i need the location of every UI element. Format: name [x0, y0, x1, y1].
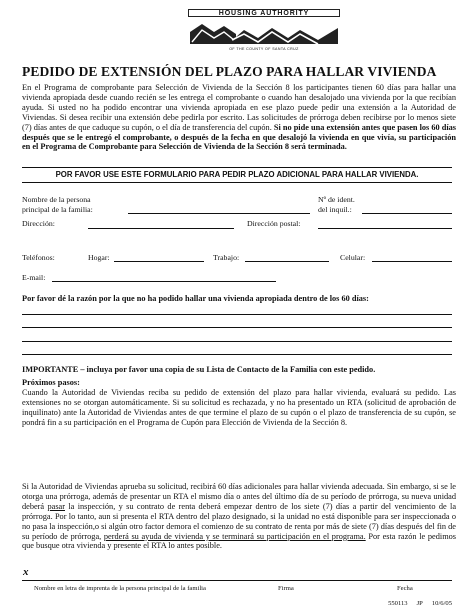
postal-address-label: Dirección postal:: [247, 219, 301, 228]
intro-paragraph: [22, 83, 456, 152]
termination-underlined: perderá su ayuda de vivienda y se terminará su participación en el programa.: [103, 531, 366, 541]
reason-line-3[interactable]: [22, 341, 452, 342]
work-phone-field[interactable]: [245, 261, 329, 262]
print-name-label: Nombre en letra de imprenta de la persona principal de la familia: [34, 585, 206, 592]
logo-org-sub: OF THE COUNTY OF SANTA CRUZ: [229, 47, 299, 51]
home-phone-field[interactable]: [114, 261, 204, 262]
intro-text: En el Programa de comprobante para Selección de Vivienda de la Sección 8 los participantes tienen 60 días para hallar una vivienda apropiada desde cuando recién se les entrega el comprobante o cuando han desalojado una vivienda por la que recibían ayuda. Si usted no ha podido encontrar una vivienda apropiada en ese plazo puede pedir una extensión a la Autoridad de Viviendas. Si desea recibir una extensión debe pedirla por escrito. Las solicitudes de prórroga deben recibirse por lo menos siete (7) días antes de que caduque su cupón, o el día de transferencia del cupón.: [22, 83, 456, 132]
signature-line[interactable]: [22, 580, 452, 581]
reason-line-1[interactable]: [22, 314, 452, 315]
next-steps-paragraph-2: [22, 482, 456, 551]
name-label-2: principal de la familia:: [22, 205, 93, 214]
page-title: PEDIDO DE EXTENSIÓN DEL PLAZO PARA HALLAR VIVIENDA: [22, 64, 437, 79]
home-phone-label: Hogar:: [88, 253, 110, 262]
next-steps-text-2c: Por esta razón le pedimos que busque otra vivienda y presente el RTA lo antes posible.: [22, 531, 457, 551]
logo-org-name: HOUSING AUTHORITY: [188, 9, 340, 17]
tenant-id-label-2: del inquil.:: [318, 205, 352, 214]
reason-line-4[interactable]: [22, 354, 452, 355]
signature-label: Firma: [278, 585, 294, 592]
head-of-household-name-field[interactable]: [128, 213, 310, 214]
next-steps-text-1: Cuando la Autoridad de Viviendas reciba su pedido de extensión del plazo para hallar vivienda, evaluará su pedido. Las extensiones no se otorgan automáticamente. Si su solicitud es rechazada, y no ha presentado un RTA (solicitud de aprobación de inquilinato) ante la Autoridad de Viviendas antes de que termine el plazo de su cupón o el plazo de transferencia de su cupón, se pondrá fin a su participación en el Programa de Cupón para Elección de Vivienda de la Sección 8.: [22, 387, 456, 427]
cell-phone-label: Celular:: [340, 253, 366, 262]
tenant-id-label-1: Nº de ident.: [318, 195, 355, 204]
cell-phone-field[interactable]: [372, 261, 452, 262]
address-field[interactable]: [88, 228, 234, 229]
next-steps-text-2b: la inspección, y su contrato de renta deberá empezar dentro de los siete (7) días a partir del vencimiento de la prórroga. Por lo tanto, aun si presenta el RTA dentro del plazo designado, si la unidad no está disponible para ser inspeccionada o no pasa la inspección,o si algún otro factor demora el comienzo de su contrato de renta por más de siete (7) días después del fin de su período de prórroga,: [22, 501, 457, 541]
important-note: IMPORTANTE – incluya por favor una copia de su Lista de Contacto de la Familia con este pedido.: [22, 365, 376, 374]
work-phone-label: Trabajo:: [213, 253, 240, 262]
form-date: 10/6/05: [431, 600, 452, 607]
date-label: Fecha: [397, 585, 413, 592]
form-number: [388, 600, 452, 607]
next-steps-paragraph-1: [22, 378, 456, 428]
name-label-1: Nombre de la persona: [22, 195, 91, 204]
reason-line-2[interactable]: [22, 327, 452, 328]
next-steps-text-2a: Si la Autoridad de Viviendas aprueba su solicitud, recibirá 60 días adicionales para hallar vivienda adecuada. Sin embargo, si se le otorga una prórroga, además de presentar un RTA el mismo día o antes del último día de su período de prórroga, su nueva unidad deberá: [22, 482, 456, 511]
reason-question: Por favor dé la razón por la que no ha podido hallar una vivienda apropiada dentro de los 60 días:: [22, 294, 369, 303]
signature-mark: x: [23, 566, 29, 578]
section-header: POR FAVOR USE ESTE FORMULARIO PARA PEDIR PLAZO ADICIONAL PARA HALLAR VIVIENDA.: [22, 167, 452, 183]
next-steps-heading: Próximos pasos:: [22, 378, 80, 387]
form-number-code: 550113: [388, 600, 408, 607]
phones-label: Teléfonos:: [22, 253, 55, 262]
intro-bold-warning: Si no pide una extensión antes que pasen los 60 días después que se le entregó el comprobante, o después de la fecha en que desalojó la vivienda en que vivía, su participación en el Programa de Comprobante para Selección de Vivienda de la Sección 8 será terminada.: [22, 122, 457, 152]
mountain-logo-icon: [188, 18, 340, 46]
housing-authority-logo: [188, 9, 340, 54]
pass-underlined: pasar: [47, 501, 65, 511]
address-label: Dirección:: [22, 219, 55, 228]
email-field[interactable]: [52, 281, 276, 282]
postal-address-field[interactable]: [318, 228, 452, 229]
form-initials: JP: [416, 600, 423, 607]
email-label: E-mail:: [22, 273, 46, 282]
tenant-id-field[interactable]: [362, 213, 452, 214]
